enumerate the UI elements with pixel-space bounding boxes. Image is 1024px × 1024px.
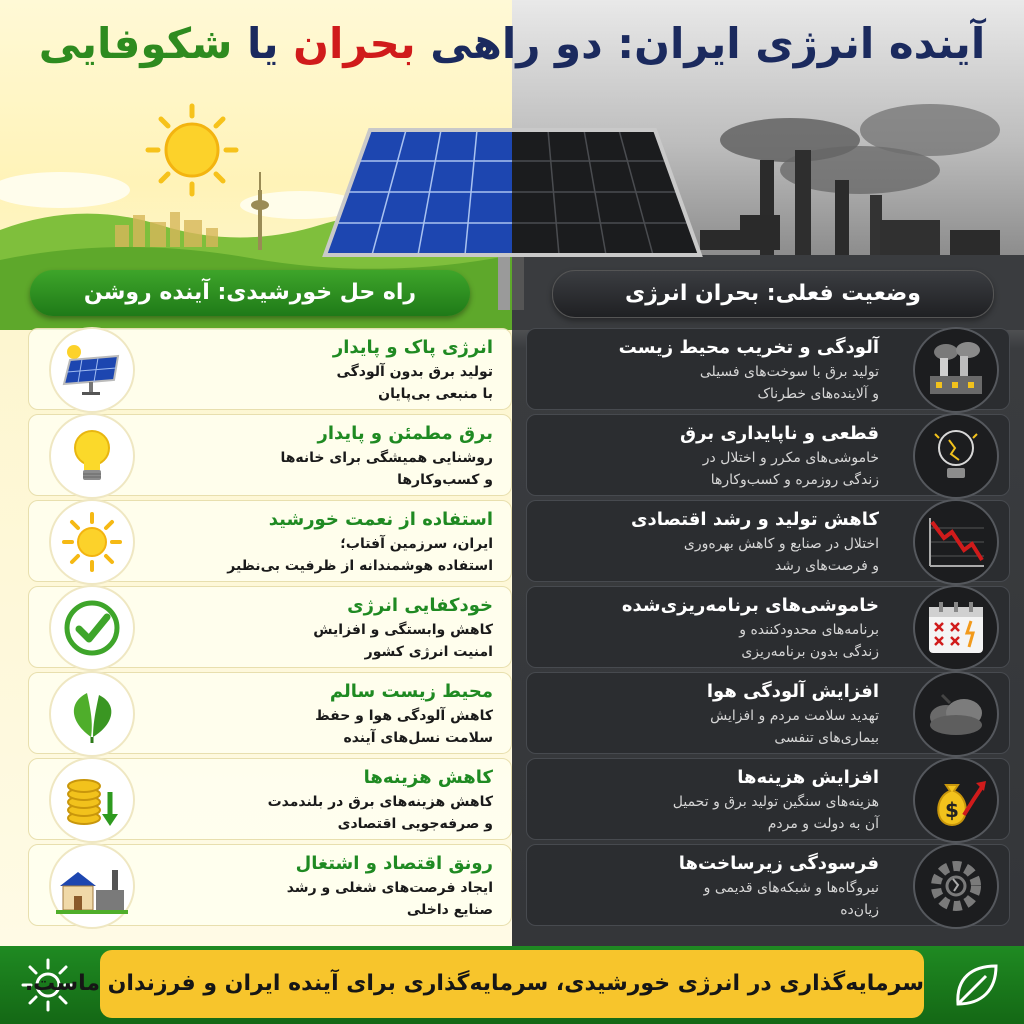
item-title: خاموشی‌های برنامه‌ریزی‌شده	[621, 595, 879, 616]
list-item	[28, 328, 512, 410]
item-desc-line1: روشنایی همیشگی برای خانه‌ها	[280, 450, 493, 466]
item-title: کاهش تولید و رشد اقتصادی	[631, 509, 879, 530]
list-item	[526, 758, 1010, 840]
item-desc-line1: اختلال در صنایع و کاهش بهره‌وری	[683, 536, 879, 552]
item-desc-line1: تولید برق با سوخت‌های فسیلی	[699, 364, 879, 380]
current-crisis-heading: وضعیت فعلی: بحران انرژی	[552, 270, 994, 318]
footer-message: سرمایه‌گذاری در انرژی خورشیدی، سرمایه‌گذاری برای آینده ایران و فرزندان ماست.	[100, 950, 924, 1018]
smog-cloud-icon	[913, 671, 999, 757]
sun-illustration	[148, 106, 236, 194]
item-title: آلودگی و تخریب محیط زیست	[618, 337, 879, 358]
list-item	[28, 586, 512, 668]
item-desc-line2: زیان‌ده	[840, 902, 879, 918]
item-desc-line2: صنایع داخلی	[406, 902, 493, 918]
list-item	[526, 414, 1010, 496]
svg-text:$: $	[945, 798, 959, 822]
item-desc-line2: و صرفه‌جویی اقتصادی	[337, 816, 493, 832]
list-item	[28, 844, 512, 926]
item-desc-line1: نیروگاه‌ها و شبکه‌های قدیمی و	[703, 880, 879, 896]
factory-smoke-icon	[913, 327, 999, 413]
item-desc-line1: ایران، سرزمین آفتاب؛	[340, 536, 493, 552]
money-bag-icon	[913, 757, 999, 843]
list-item	[526, 672, 1010, 754]
solar-panel-icon	[49, 327, 135, 413]
item-desc-line2: و فرصت‌های رشد	[774, 558, 879, 574]
item-desc-line2: آن به دولت و مردم	[767, 816, 879, 832]
item-desc-line1: کاهش هزینه‌های برق در بلندمدت	[267, 794, 493, 810]
page-title	[0, 14, 1024, 74]
list-item	[28, 758, 512, 840]
calendar-icon	[913, 585, 999, 671]
item-desc-line1: برنامه‌های محدودکننده و	[739, 622, 879, 638]
item-desc-line1: تولید برق بدون آلودگی	[336, 364, 493, 380]
item-desc-line2: استفاده هوشمندانه از ظرفیت بی‌نظیر	[227, 558, 493, 574]
item-title: قطعی و ناپایداری برق	[680, 423, 879, 444]
item-desc-line1: تهدید سلامت مردم و افزایش	[710, 708, 879, 724]
item-desc-line2: زندگی بدون برنامه‌ریزی	[741, 644, 879, 660]
list-item	[526, 586, 1010, 668]
item-desc-line2: امنیت انرژی کشور	[364, 644, 493, 660]
item-desc-line2: سلامت نسل‌های آینده	[343, 730, 493, 746]
footer-bar	[0, 946, 1024, 1024]
leaf-icon	[942, 954, 1010, 1016]
item-title: افزایش آلودگی هوا	[706, 681, 879, 702]
item-title: کاهش هزینه‌ها	[363, 767, 493, 788]
list-item	[526, 500, 1010, 582]
title-crisis: بحران	[293, 19, 416, 68]
item-title: محیط زیست سالم	[329, 681, 493, 702]
item-desc-line1: ایجاد فرصت‌های شغلی و رشد	[286, 880, 493, 896]
item-desc-line2: و آلاینده‌های خطرناک	[757, 386, 879, 402]
item-title: برق مطمئن و پایدار	[317, 423, 493, 444]
item-title: خودکفایی انرژی	[347, 595, 493, 616]
item-title: انرژی پاک و پایدار	[332, 337, 493, 358]
title-or: یا	[232, 19, 294, 68]
title-flourish: شکوفایی	[38, 19, 233, 68]
lightbulb-icon	[49, 413, 135, 499]
item-desc-line2: با منبعی بی‌پایان	[378, 386, 493, 402]
item-title: استفاده از نعمت خورشید	[268, 509, 493, 530]
list-item	[28, 500, 512, 582]
list-item	[526, 328, 1010, 410]
item-title: رونق اقتصاد و اشتغال	[295, 853, 493, 874]
item-desc-line2: زندگی روزمره و کسب‌وکارها	[710, 472, 879, 488]
sun-icon	[49, 499, 135, 585]
gears-icon	[913, 843, 999, 929]
factory-skyline-illustration	[700, 104, 1000, 260]
item-desc-line2: بیماری‌های تنفسی	[774, 730, 879, 746]
item-desc-line1: خاموشی‌های مکرر و اختلال در	[702, 450, 879, 466]
checkmark-icon	[49, 585, 135, 671]
item-title: فرسودگی زیرساخت‌ها	[678, 853, 879, 874]
item-title: افزایش هزینه‌ها	[737, 767, 879, 788]
list-item	[526, 844, 1010, 926]
coins-icon	[49, 757, 135, 843]
item-desc-line1: هزینه‌های سنگین تولید برق و تحمیل	[672, 794, 879, 810]
declining-chart-icon	[913, 499, 999, 585]
item-desc-line2: و کسب‌وکارها	[397, 472, 493, 488]
list-item	[28, 672, 512, 754]
solar-solution-heading: راه حل خورشیدی: آینده روشن	[30, 270, 470, 316]
item-desc-line1: کاهش آلودگی هوا و حفظ	[315, 708, 493, 724]
leaf-icon	[49, 671, 135, 757]
title-main: آینده انرژی ایران: دو راهی	[415, 19, 986, 68]
item-desc-line1: کاهش وابستگی و افزایش	[313, 622, 493, 638]
list-item	[28, 414, 512, 496]
broken-bulb-icon	[913, 413, 999, 499]
house-factory-icon	[49, 843, 135, 929]
